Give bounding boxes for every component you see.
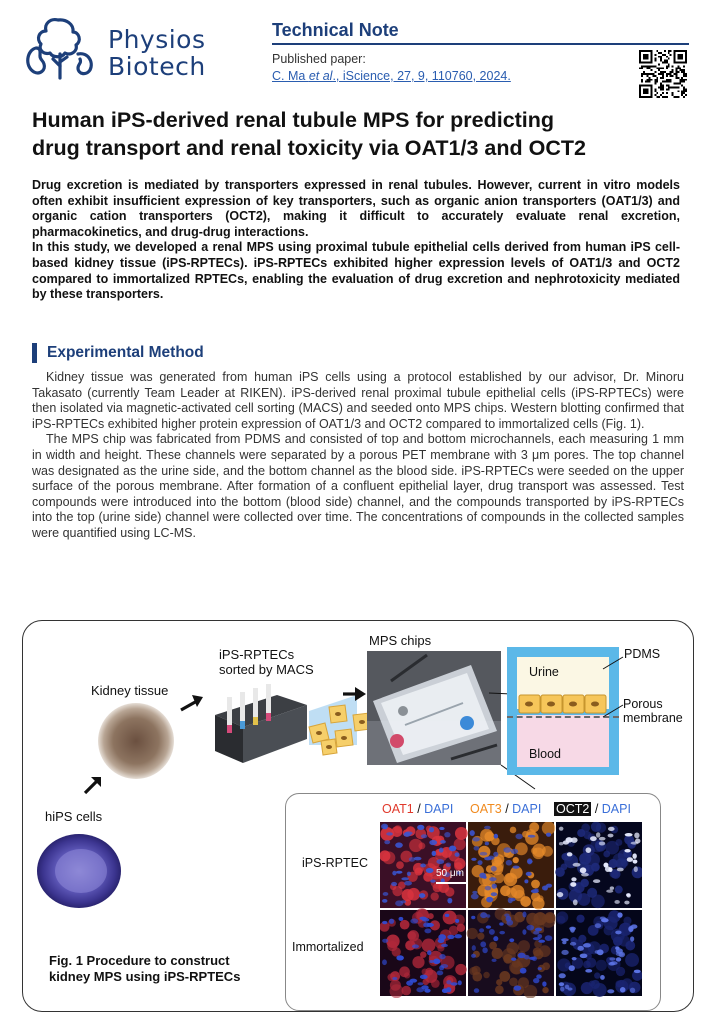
dapi-label-2: DAPI (512, 802, 542, 816)
figure-1 (22, 620, 694, 1012)
citation-link[interactable] (272, 69, 511, 83)
page-title (32, 106, 692, 162)
immunofluorescence-panel (285, 793, 661, 1011)
macs-label (219, 647, 314, 677)
oct2-dapi-header (554, 802, 631, 816)
mps-chips-label: MPS chips (369, 633, 432, 648)
slash-3: / (591, 802, 602, 816)
brand-line-2: Biotech (108, 52, 206, 81)
hips-cells-label: hiPS cells (45, 809, 103, 824)
abstract-paragraph-1: Drug excretion is mediated by transporters expressed in renal tubules. However, current in vitro models often exhibit insufficient expression of key transporters, such as organic anion transporters (OAT1/3) and organic cation transporters (OCT2), making it difficult to accurately evaluate renal excretion, pharmacokinetics, and drug-drug interactions. (32, 178, 680, 239)
oat3-label: OAT3 (470, 802, 502, 816)
note-type-heading: Technical Note (272, 20, 399, 40)
porous-line-1: Porous (623, 697, 663, 711)
pdms-label: PDMS (624, 647, 661, 661)
pdms-pointer (601, 655, 625, 671)
figure-caption (49, 953, 240, 985)
microscopy-grid (380, 822, 642, 998)
scale-bar-label: 50 μm (436, 868, 464, 879)
brand-line-1: Physios (108, 25, 206, 54)
urine-label: Urine (529, 665, 559, 679)
row-label-immortalized: Immortalized (292, 940, 364, 954)
oct2-label: OCT2 (556, 802, 590, 816)
citation-author: C. Ma (272, 69, 309, 83)
oat3-dapi-header (470, 802, 541, 816)
method-body (32, 370, 684, 542)
porous-line-2: membrane (623, 711, 683, 725)
title-line-1: Human iPS-derived renal tubule MPS for predicting (32, 108, 555, 132)
published-label: Published paper: (272, 52, 366, 66)
method-paragraph-1: Kidney tissue was generated from human iPS cells using a protocol established by our advisor, Dr. Minoru Takasato (currently Team Leader at RIKEN). iPS-derived renal proximal tubule epithelial cells (iPS-RPTECs) were then isolated via magnetic-activated cell sorting (MACS) and seeded onto MPS chips. Western blotting confirmed that iPS-RPTECs exhibited higher protein expression of OAT1/3 and OCT2 compared to immortalized cells (Fig. 1). (32, 370, 684, 431)
header-divider (272, 43, 689, 45)
section-marker (32, 343, 37, 363)
caption-line-2: kidney MPS using iPS-RPTECs (49, 969, 241, 984)
arrow-right-icon-2 (341, 685, 367, 703)
kidney-tissue-image (95, 701, 177, 781)
physios-biotech-logo (22, 14, 222, 84)
kidney-tree-logo-icon (22, 14, 104, 84)
abstract-paragraph-2: In this study, we developed a renal MPS using proximal tubule epithelial cells derived from human iPS cell-based kidney tissue (iPS-RPTECs). iPS-RPTECs exhibited higher expression levels of OAT1/3 and OCT2 compared to immortalized RPTECs, enabling the evaluation of drug excretion and nephrotoxicity mediated by these transporters. (32, 240, 680, 302)
membrane-pointer (601, 703, 625, 721)
citation-rest: ., iScience, 27, 9, 110760, 2024. (332, 69, 511, 83)
oat1-label: OAT1 (382, 802, 414, 816)
kidney-tissue-label: Kidney tissue (91, 683, 169, 698)
row-label-ips: iPS-RPTEC (302, 856, 368, 870)
method-paragraph-2: The MPS chip was fabricated from PDMS and consisted of top and bottom microchannels, each measuring 1 mm in width and height. These channels were separated by a porous PET membrane with 3 μm pores. The top channel was designated as the urine side, and the bottom channel as the blood side. iPS-RPTECs were seeded on the upper surface of the porous membrane. After formation of a confluent epithelial layer, drug transport was assessed. Test compounds were introduced into the bottom (blood side) channel, and the compounds transported by iPS-RPTECs into the top (urine side) channel were collected over time. The concentrations of compounds in the collected samples were quantified using LC-MS. (32, 432, 684, 540)
macs-label-line-1: iPS-RPTECs (219, 647, 295, 662)
citation-etal: et al (308, 69, 333, 83)
scale-bar (436, 882, 466, 884)
qr-code-icon[interactable] (639, 50, 687, 98)
macs-label-line-2: sorted by MACS (219, 662, 314, 677)
mps-chip-photo (367, 651, 501, 765)
hips-colony-image (35, 831, 123, 911)
section-title: Experimental Method (47, 344, 204, 361)
oat1-dapi-header (382, 802, 453, 816)
slash-2: / (501, 802, 513, 816)
dapi-label-1: DAPI (424, 802, 454, 816)
abstract (32, 178, 680, 303)
caption-line-1: Fig. 1 Procedure to construct (49, 953, 230, 968)
slash-1: / (413, 802, 425, 816)
blood-label: Blood (529, 747, 561, 761)
section-heading (32, 343, 204, 363)
dapi-label-3: DAPI (601, 802, 631, 816)
title-line-2: drug transport and renal toxicity via OAT1/3 and OCT2 (32, 136, 586, 160)
arrow-right-icon-1 (179, 693, 205, 715)
brand-wordmark (108, 26, 206, 80)
porous-membrane-label (623, 697, 683, 725)
